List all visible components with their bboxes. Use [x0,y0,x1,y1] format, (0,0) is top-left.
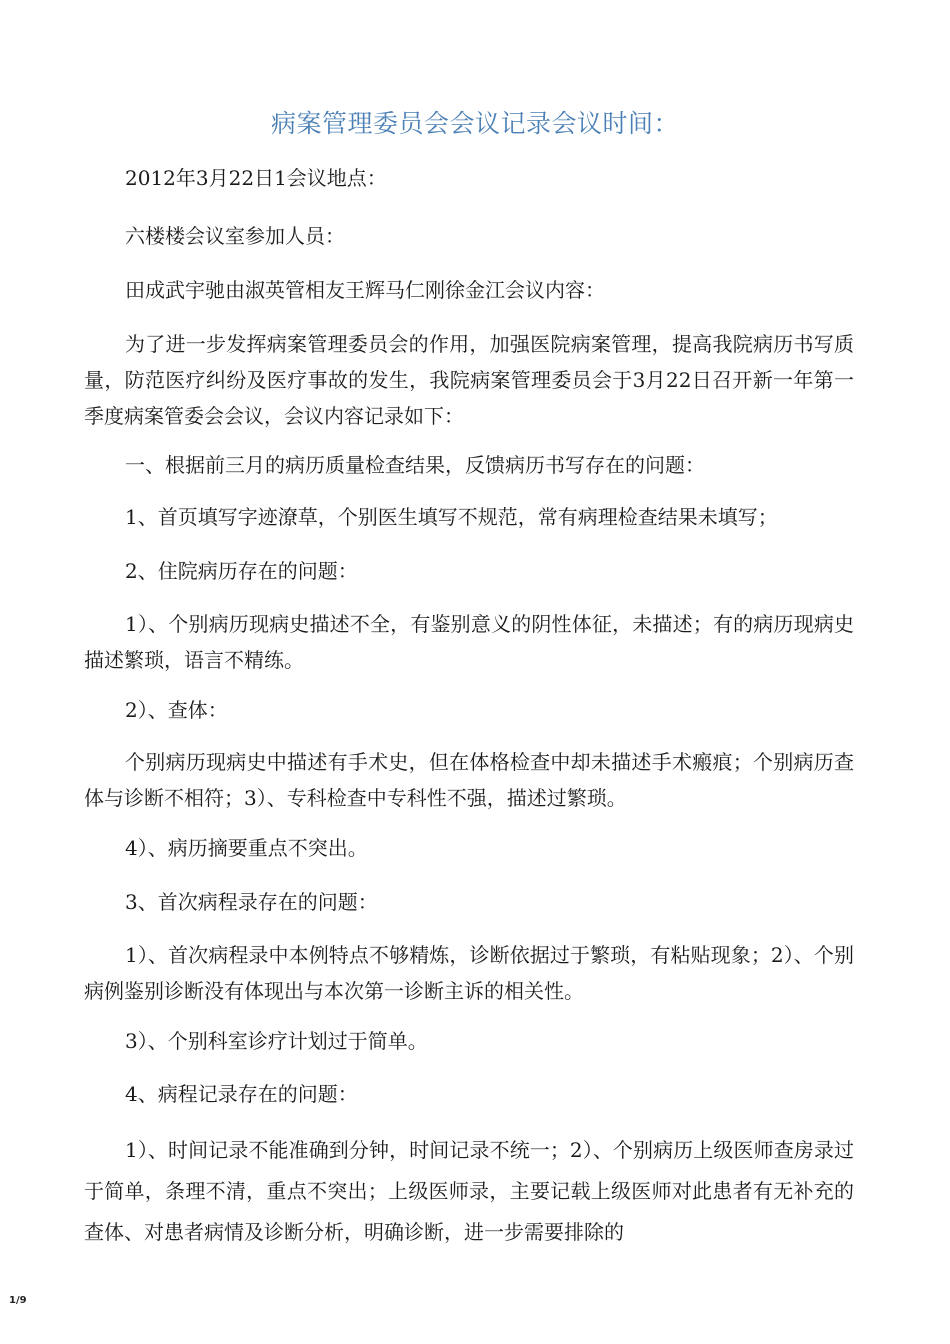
paragraph-item-2-2: 2）、查体： [125,698,228,722]
document-title: 病案管理委员会会议记录会议时间： [270,109,679,138]
paragraph-section-one: 一、根据前三月的病历质量检查结果，反馈病历书写存在的问题： [125,453,705,477]
paragraph-introduction: 为了进一步发挥病案管理委员会的作用，加强医院病案管理，提高我院病历书写质量，防范医疗纠纷及医疗事故的发生，我院病案管理委员会于3月22日召开新一年第一季度病案管委会会议，会议内容记录如下： [84,332,854,428]
paragraph-item-2: 2、住院病历存在的问题： [125,559,358,583]
paragraph-item-3-1: 1）、首次病程录中本例特点不够精炼，诊断依据过于繁琐，有粘贴现象；2）、个别病例鉴别诊断没有体现出与本次第一诊断主诉的相关性。 [84,943,854,1003]
paragraph-item-3-3: 3）、个别科室诊疗计划过于简单。 [125,1029,428,1053]
paragraph-physical-exam: 个别病历现病史中描述有手术史，但在体格检查中却未描述手术瘢痕；个别病历查体与诊断不相符；3）、专科检查中专科性不强，描述过繁琐。 [84,750,854,810]
paragraph-item-4-1: 1）、时间记录不能准确到分钟，时间记录不统一；2）、个别病历上级医师查房录过于简单，条理不清，重点不突出；上级医师录，主要记载上级医师对此患者有无补充的查体、对患者病情及诊断分析，明确诊断，进一步需要排除的 [84,1138,854,1244]
paragraph-item-4: 4、病程记录存在的问题： [125,1082,358,1106]
paragraph-meeting-place: 六楼楼会议室参加人员： [125,224,345,248]
paragraph-item-2-1: 1）、个别病历现病史描述不全，有鉴别意义的阴性体征，未描述；有的病历现病史描述繁琐，语言不精练。 [84,612,854,672]
paragraph-meeting-time: 2012年3月22日1会议地点： [125,166,387,190]
page-number: 1/9 [9,1295,27,1306]
paragraph-item-1: 1、首页填写字迹潦草，个别医生填写不规范，常有病理检查结果未填写； [125,505,778,529]
paragraph-attendees: 田成武宇驰由淑英管相友王辉马仁刚徐金江会议内容： [125,278,605,302]
paragraph-item-2-4: 4）、病历摘要重点不突出。 [125,836,368,860]
paragraph-item-3: 3、首次病程录存在的问题： [125,890,378,914]
